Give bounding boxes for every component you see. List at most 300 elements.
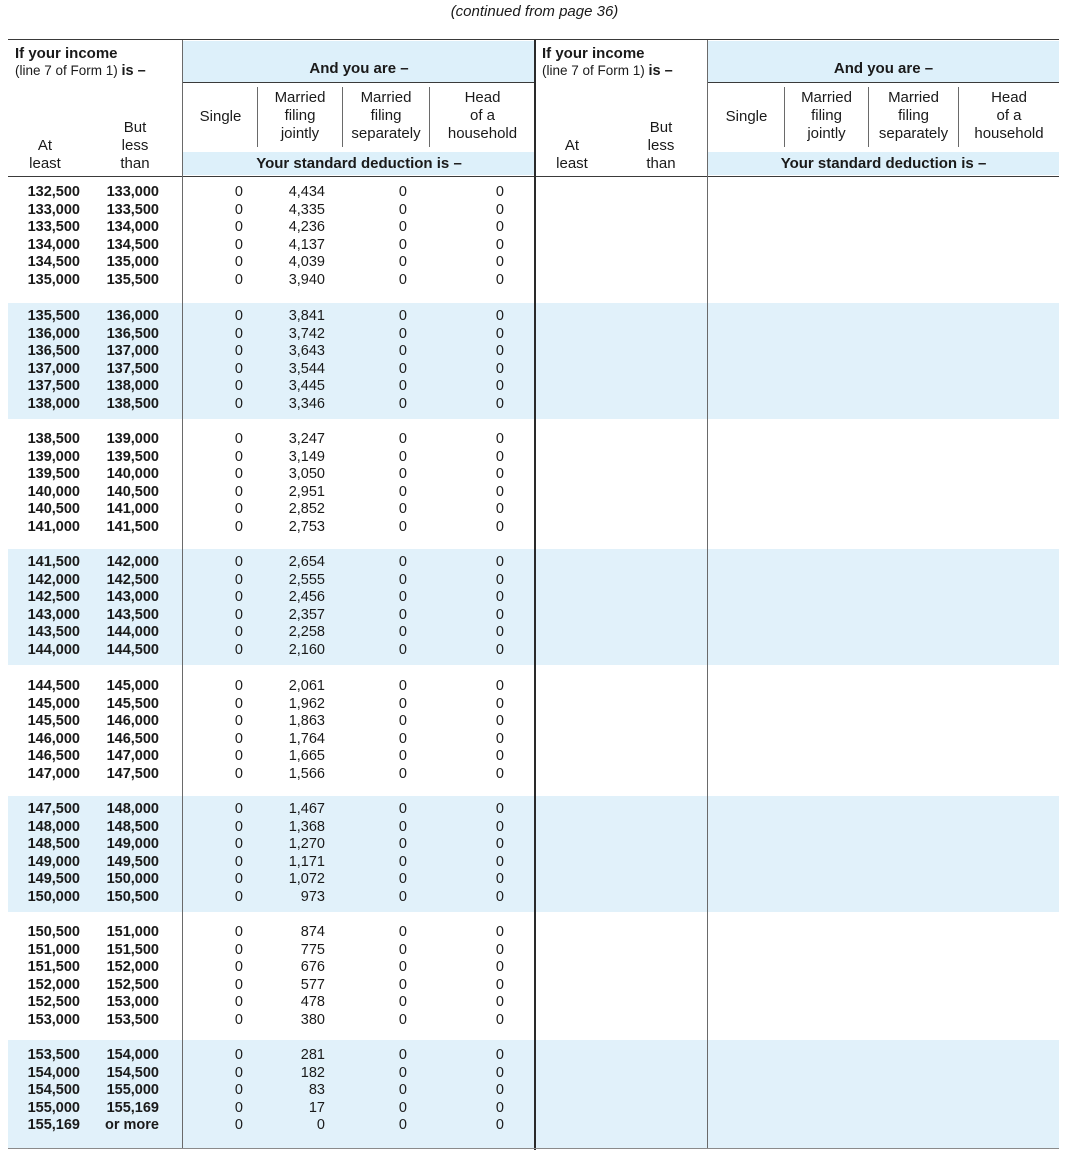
- single-cell: 0: [234, 431, 243, 447]
- at-least-cell: 154,000: [27, 1064, 80, 1081]
- table-row: [0, 607, 1069, 625]
- table-row: [0, 1117, 1069, 1135]
- mfj-cell: 281: [300, 1047, 325, 1063]
- hoh-cell: 0: [495, 501, 504, 518]
- but-less-than-cell: 134,500: [106, 236, 159, 253]
- single-cell: 0: [234, 959, 243, 976]
- table-row: [0, 202, 1069, 220]
- mfj-cell: 1,368: [288, 818, 325, 835]
- single-cell: 0: [234, 448, 243, 465]
- mfs-cell: 0: [398, 801, 407, 817]
- hoh-cell: 0: [495, 201, 504, 218]
- hoh-cell: 0: [495, 818, 504, 835]
- table-row: [0, 819, 1069, 837]
- table-row: [0, 272, 1069, 290]
- at-least-cell: 132,500: [27, 184, 80, 200]
- mfs-cell: 0: [398, 554, 407, 570]
- mfs-cell: 0: [398, 976, 407, 993]
- mfj-cell: 182: [300, 1064, 325, 1081]
- table-row: [0, 308, 1069, 326]
- mfs-cell: 0: [398, 1117, 407, 1134]
- mfj-cell: 2,160: [288, 642, 325, 658]
- at-least-cell: 135,500: [27, 308, 80, 324]
- but-less-than-cell: 142,000: [106, 554, 159, 570]
- hoh-cell: 0: [495, 1082, 504, 1099]
- hoh-cell: 0: [495, 184, 504, 200]
- mfs-cell: 0: [398, 730, 407, 747]
- at-least-cell: 136,000: [27, 325, 80, 342]
- at-least-cell: 133,500: [27, 219, 80, 236]
- hoh-cell: 0: [495, 360, 504, 377]
- hoh-cell: 0: [495, 483, 504, 500]
- mfs-cell: 0: [398, 889, 407, 905]
- hoh-cell: 0: [495, 325, 504, 342]
- single-cell: 0: [234, 254, 243, 271]
- hoh-cell: 0: [495, 396, 504, 412]
- table-row: [0, 501, 1069, 519]
- but-less-than-cell: 135,500: [106, 272, 159, 288]
- hoh-cell: 0: [495, 941, 504, 958]
- mfs-cell: 0: [398, 1047, 407, 1063]
- hoh-cell: 0: [495, 589, 504, 606]
- single-cell: 0: [234, 519, 243, 535]
- standard-deduction-label-right: Your standard deduction is –: [780, 155, 987, 172]
- mfj-cell: 3,742: [288, 325, 325, 342]
- mfj-cell: 676: [300, 959, 325, 976]
- single-cell: 0: [234, 272, 243, 288]
- mfs-cell: 0: [398, 1012, 407, 1028]
- mfs-cell: 0: [398, 766, 407, 782]
- but-less-than-cell: 144,000: [106, 624, 159, 641]
- table-row: [0, 378, 1069, 396]
- single-cell: 0: [234, 466, 243, 483]
- at-least-cell: 150,000: [27, 889, 80, 905]
- table-row: [0, 431, 1069, 449]
- mfs-cell: 0: [398, 325, 407, 342]
- mfs-cell: 0: [398, 853, 407, 870]
- mfj-header: Married filing jointly: [801, 89, 852, 142]
- mfs-header: Married filing separately: [351, 89, 421, 142]
- hoh-cell: 0: [495, 1064, 504, 1081]
- table-row: [0, 343, 1069, 361]
- but-less-than-cell: 143,500: [106, 606, 159, 623]
- table-row: [0, 554, 1069, 572]
- but-less-than-cell: 152,000: [106, 959, 159, 976]
- table-row: [0, 466, 1069, 484]
- but-less-than-cell: 150,500: [106, 889, 159, 905]
- hoh-cell: 0: [495, 624, 504, 641]
- hoh-cell: 0: [495, 678, 504, 694]
- single-cell: 0: [234, 1012, 243, 1028]
- at-least-cell: 142,000: [27, 571, 80, 588]
- hoh-cell: 0: [495, 308, 504, 324]
- mfj-cell: 3,050: [288, 466, 325, 483]
- single-cell: 0: [234, 642, 243, 658]
- and-you-are-left: And you are –: [309, 60, 409, 77]
- hoh-cell: 0: [495, 976, 504, 993]
- mfs-cell: 0: [398, 871, 407, 888]
- and-you-are-right: And you are –: [833, 60, 934, 77]
- mfj-cell: 973: [300, 889, 325, 905]
- mfj-cell: 2,753: [288, 519, 325, 535]
- table-row: [0, 678, 1069, 696]
- mfs-cell: 0: [398, 941, 407, 958]
- hoh-header: Head of a household: [974, 89, 1044, 142]
- table-row: [0, 624, 1069, 642]
- at-least-cell: 137,500: [27, 378, 80, 395]
- but-less-than-cell: 140,500: [106, 483, 159, 500]
- but-less-than-cell: 135,000: [106, 254, 159, 271]
- mfj-cell: 4,039: [288, 254, 325, 271]
- at-least-cell: 153,500: [27, 1047, 80, 1063]
- mfj-cell: 2,951: [288, 483, 325, 500]
- mfj-cell: 2,456: [288, 589, 325, 606]
- at-least-cell: 136,500: [27, 343, 80, 360]
- at-least-cell: 146,500: [27, 748, 80, 765]
- single-cell: 0: [234, 184, 243, 200]
- single-cell: 0: [234, 1099, 243, 1116]
- mfs-cell: 0: [398, 272, 407, 288]
- hoh-cell: 0: [495, 889, 504, 905]
- mfs-cell: 0: [398, 219, 407, 236]
- but-less-than-cell: 136,500: [106, 325, 159, 342]
- single-cell: 0: [234, 325, 243, 342]
- but-less-than-header: But less than: [646, 119, 676, 172]
- mfs-cell: 0: [398, 184, 407, 200]
- mfj-cell: 4,434: [288, 184, 325, 200]
- mfj-cell: 1,863: [288, 713, 325, 730]
- hoh-cell: 0: [495, 554, 504, 570]
- at-least-cell: 140,500: [27, 501, 80, 518]
- hoh-cell: 0: [495, 466, 504, 483]
- but-less-than-cell: or more: [105, 1117, 159, 1134]
- table-row: [0, 871, 1069, 889]
- but-less-than-cell: 151,000: [106, 924, 159, 940]
- mfj-cell: 4,335: [288, 201, 325, 218]
- at-least-cell: 150,500: [27, 924, 80, 940]
- table-row: [0, 484, 1069, 502]
- single-cell: 0: [234, 1117, 243, 1134]
- at-least-cell: 153,000: [27, 1012, 80, 1028]
- but-less-than-cell: 152,500: [106, 976, 159, 993]
- table-row: [0, 1100, 1069, 1118]
- table-row: [0, 801, 1069, 819]
- at-least-cell: 138,500: [27, 431, 80, 447]
- table-row: [0, 572, 1069, 590]
- hoh-cell: 0: [495, 801, 504, 817]
- but-less-than-cell: 153,000: [106, 994, 159, 1011]
- mfs-cell: 0: [398, 606, 407, 623]
- mfj-cell: 2,654: [288, 554, 325, 570]
- but-less-than-cell: 146,500: [106, 730, 159, 747]
- at-least-cell: 133,000: [27, 201, 80, 218]
- mfj-cell: 380: [300, 1012, 325, 1028]
- mfs-cell: 0: [398, 836, 407, 853]
- at-least-cell: 149,500: [27, 871, 80, 888]
- single-cell: 0: [234, 801, 243, 817]
- hoh-cell: 0: [495, 713, 504, 730]
- mfj-cell: 3,346: [288, 396, 325, 412]
- single-cell: 0: [234, 1064, 243, 1081]
- mfj-cell: 577: [300, 976, 325, 993]
- but-less-than-cell: 143,000: [106, 589, 159, 606]
- table-row: [0, 924, 1069, 942]
- mfs-cell: 0: [398, 624, 407, 641]
- mfs-cell: 0: [398, 994, 407, 1011]
- but-less-than-cell: 150,000: [106, 871, 159, 888]
- table-row: [0, 959, 1069, 977]
- single-cell: 0: [234, 571, 243, 588]
- mfj-cell: 3,841: [288, 308, 325, 324]
- mfs-cell: 0: [398, 343, 407, 360]
- but-less-than-cell: 149,000: [106, 836, 159, 853]
- mfs-cell: 0: [398, 642, 407, 658]
- at-least-cell: 152,000: [27, 976, 80, 993]
- mfs-cell: 0: [398, 695, 407, 712]
- single-cell: 0: [234, 994, 243, 1011]
- table-row: [0, 854, 1069, 872]
- at-least-cell: 139,500: [27, 466, 80, 483]
- hoh-cell: 0: [495, 571, 504, 588]
- at-least-cell: 145,000: [27, 695, 80, 712]
- but-less-than-cell: 145,000: [106, 678, 159, 694]
- single-cell: 0: [234, 976, 243, 993]
- but-less-than-cell: 144,500: [106, 642, 159, 658]
- hoh-cell: 0: [495, 254, 504, 271]
- table-row: [0, 836, 1069, 854]
- mfj-cell: 1,171: [288, 853, 325, 870]
- at-least-cell: 155,169: [27, 1117, 80, 1134]
- at-least-cell: 138,000: [27, 396, 80, 412]
- table-row: [0, 977, 1069, 995]
- table-row: [0, 237, 1069, 255]
- table-row: [0, 519, 1069, 537]
- single-cell: 0: [234, 941, 243, 958]
- mfj-header: Married filing jointly: [274, 89, 326, 142]
- mfj-cell: 3,445: [288, 378, 325, 395]
- mfs-cell: 0: [398, 466, 407, 483]
- single-cell: 0: [234, 360, 243, 377]
- hoh-cell: 0: [495, 519, 504, 535]
- mfs-cell: 0: [398, 818, 407, 835]
- but-less-than-cell: 140,000: [106, 466, 159, 483]
- single-header: Single: [725, 108, 768, 125]
- at-least-cell: 148,000: [27, 818, 80, 835]
- mfj-cell: 1,764: [288, 730, 325, 747]
- mfj-cell: 83: [308, 1082, 325, 1099]
- mfs-cell: 0: [398, 360, 407, 377]
- mfj-cell: 478: [300, 994, 325, 1011]
- table-row: [0, 1065, 1069, 1083]
- table-row: [0, 994, 1069, 1012]
- single-header: Single: [199, 108, 242, 125]
- single-cell: 0: [234, 871, 243, 888]
- at-least-cell: 144,500: [27, 678, 80, 694]
- mfs-cell: 0: [398, 201, 407, 218]
- but-less-than-cell: 155,000: [106, 1082, 159, 1099]
- hoh-cell: 0: [495, 748, 504, 765]
- hoh-cell: 0: [495, 1099, 504, 1116]
- mfs-cell: 0: [398, 254, 407, 271]
- single-cell: 0: [234, 836, 243, 853]
- standard-deduction-label-left: Your standard deduction is –: [256, 155, 462, 172]
- single-cell: 0: [234, 606, 243, 623]
- but-less-than-cell: 153,500: [106, 1012, 159, 1028]
- but-less-than-cell: 137,500: [106, 360, 159, 377]
- single-cell: 0: [234, 554, 243, 570]
- mfj-cell: 2,555: [288, 571, 325, 588]
- mfj-cell: 874: [300, 924, 325, 940]
- but-less-than-cell: 147,500: [106, 766, 159, 782]
- but-less-than-cell: 134,000: [106, 219, 159, 236]
- hoh-cell: 0: [495, 924, 504, 940]
- mfs-cell: 0: [398, 678, 407, 694]
- single-cell: 0: [234, 695, 243, 712]
- but-less-than-cell: 138,500: [106, 396, 159, 412]
- mfj-cell: 0: [316, 1117, 325, 1134]
- mfj-cell: 3,940: [288, 272, 325, 288]
- table-row: [0, 219, 1069, 237]
- table-row: [0, 696, 1069, 714]
- but-less-than-cell: 137,000: [106, 343, 159, 360]
- at-least-cell: 134,500: [27, 254, 80, 271]
- single-cell: 0: [234, 713, 243, 730]
- but-less-than-cell: 154,000: [106, 1047, 159, 1063]
- at-least-cell: 141,000: [27, 519, 80, 535]
- table-row: [0, 766, 1069, 784]
- mfj-cell: 3,643: [288, 343, 325, 360]
- table-row: [0, 589, 1069, 607]
- mfj-cell: 1,566: [288, 766, 325, 782]
- single-cell: 0: [234, 236, 243, 253]
- mfs-cell: 0: [398, 924, 407, 940]
- single-cell: 0: [234, 889, 243, 905]
- hoh-cell: 0: [495, 431, 504, 447]
- mfs-cell: 0: [398, 308, 407, 324]
- income-subtitle: (line 7 of Form 1) is –: [15, 63, 146, 79]
- at-least-cell: 141,500: [27, 554, 80, 570]
- hoh-cell: 0: [495, 1012, 504, 1028]
- hoh-cell: 0: [495, 871, 504, 888]
- but-less-than-cell: 154,500: [106, 1064, 159, 1081]
- mfj-cell: 2,357: [288, 606, 325, 623]
- mfs-cell: 0: [398, 448, 407, 465]
- but-less-than-cell: 145,500: [106, 695, 159, 712]
- mfs-cell: 0: [398, 396, 407, 412]
- income-title: If your income: [15, 45, 118, 62]
- but-less-than-cell: 139,000: [106, 431, 159, 447]
- single-cell: 0: [234, 766, 243, 782]
- mfj-cell: 2,061: [288, 678, 325, 694]
- hoh-cell: 0: [495, 606, 504, 623]
- hoh-cell: 0: [495, 642, 504, 658]
- hoh-cell: 0: [495, 766, 504, 782]
- single-cell: 0: [234, 308, 243, 324]
- table-row: [0, 942, 1069, 960]
- hoh-cell: 0: [495, 236, 504, 253]
- hoh-cell: 0: [495, 1047, 504, 1063]
- single-cell: 0: [234, 748, 243, 765]
- single-cell: 0: [234, 678, 243, 694]
- single-cell: 0: [234, 501, 243, 518]
- at-least-cell: 152,500: [27, 994, 80, 1011]
- table-bottom-rule: [8, 1148, 1059, 1149]
- single-cell: 0: [234, 1082, 243, 1099]
- mfj-cell: 1,270: [288, 836, 325, 853]
- at-least-cell: 142,500: [27, 589, 80, 606]
- hoh-cell: 0: [495, 730, 504, 747]
- mfs-cell: 0: [398, 378, 407, 395]
- mfs-cell: 0: [398, 713, 407, 730]
- mfj-cell: 1,467: [288, 801, 325, 817]
- mfj-cell: 3,247: [288, 431, 325, 447]
- at-least-cell: 140,000: [27, 483, 80, 500]
- at-least-cell: 137,000: [27, 360, 80, 377]
- at-least-cell: 147,000: [27, 766, 80, 782]
- at-least-cell: 145,500: [27, 713, 80, 730]
- single-cell: 0: [234, 396, 243, 412]
- but-less-than-cell: 155,169: [106, 1099, 159, 1116]
- mfs-cell: 0: [398, 236, 407, 253]
- but-less-than-cell: 139,500: [106, 448, 159, 465]
- but-less-than-cell: 138,000: [106, 378, 159, 395]
- but-less-than-cell: 146,000: [106, 713, 159, 730]
- at-least-cell: 147,500: [27, 801, 80, 817]
- table-row: [0, 1047, 1069, 1065]
- hoh-cell: 0: [495, 378, 504, 395]
- mfj-cell: 2,258: [288, 624, 325, 641]
- income-title: If your income: [542, 45, 645, 62]
- mfs-header: Married filing separately: [878, 89, 949, 142]
- at-least-cell: 143,000: [27, 606, 80, 623]
- hoh-header: Head of a household: [447, 89, 518, 142]
- single-cell: 0: [234, 219, 243, 236]
- mfj-cell: 1,665: [288, 748, 325, 765]
- mfs-cell: 0: [398, 589, 407, 606]
- table-row: [0, 1012, 1069, 1030]
- mfj-cell: 775: [300, 941, 325, 958]
- hoh-cell: 0: [495, 272, 504, 288]
- table-row: [0, 642, 1069, 660]
- but-less-than-cell: 133,500: [106, 201, 159, 218]
- hoh-cell: 0: [495, 695, 504, 712]
- at-least-cell: 144,000: [27, 642, 80, 658]
- but-less-than-cell: 147,000: [106, 748, 159, 765]
- mfs-cell: 0: [398, 431, 407, 447]
- single-cell: 0: [234, 343, 243, 360]
- table-row: [0, 713, 1069, 731]
- continued-note: (continued from page 36): [450, 3, 619, 20]
- hoh-cell: 0: [495, 994, 504, 1011]
- but-less-than-cell: 133,000: [106, 184, 159, 200]
- at-least-cell: 146,000: [27, 730, 80, 747]
- mfj-cell: 3,149: [288, 448, 325, 465]
- but-less-than-cell: 148,500: [106, 818, 159, 835]
- but-less-than-cell: 141,000: [106, 501, 159, 518]
- mfs-cell: 0: [398, 1064, 407, 1081]
- at-least-cell: 149,000: [27, 853, 80, 870]
- income-subtitle: (line 7 of Form 1) is –: [542, 63, 673, 79]
- hoh-cell: 0: [495, 836, 504, 853]
- table-row: [0, 449, 1069, 467]
- but-less-than-cell: 148,000: [106, 801, 159, 817]
- single-cell: 0: [234, 201, 243, 218]
- single-cell: 0: [234, 818, 243, 835]
- single-cell: 0: [234, 924, 243, 940]
- table-row: [0, 396, 1069, 414]
- but-less-than-cell: 149,500: [106, 853, 159, 870]
- but-less-than-cell: 141,500: [106, 519, 159, 535]
